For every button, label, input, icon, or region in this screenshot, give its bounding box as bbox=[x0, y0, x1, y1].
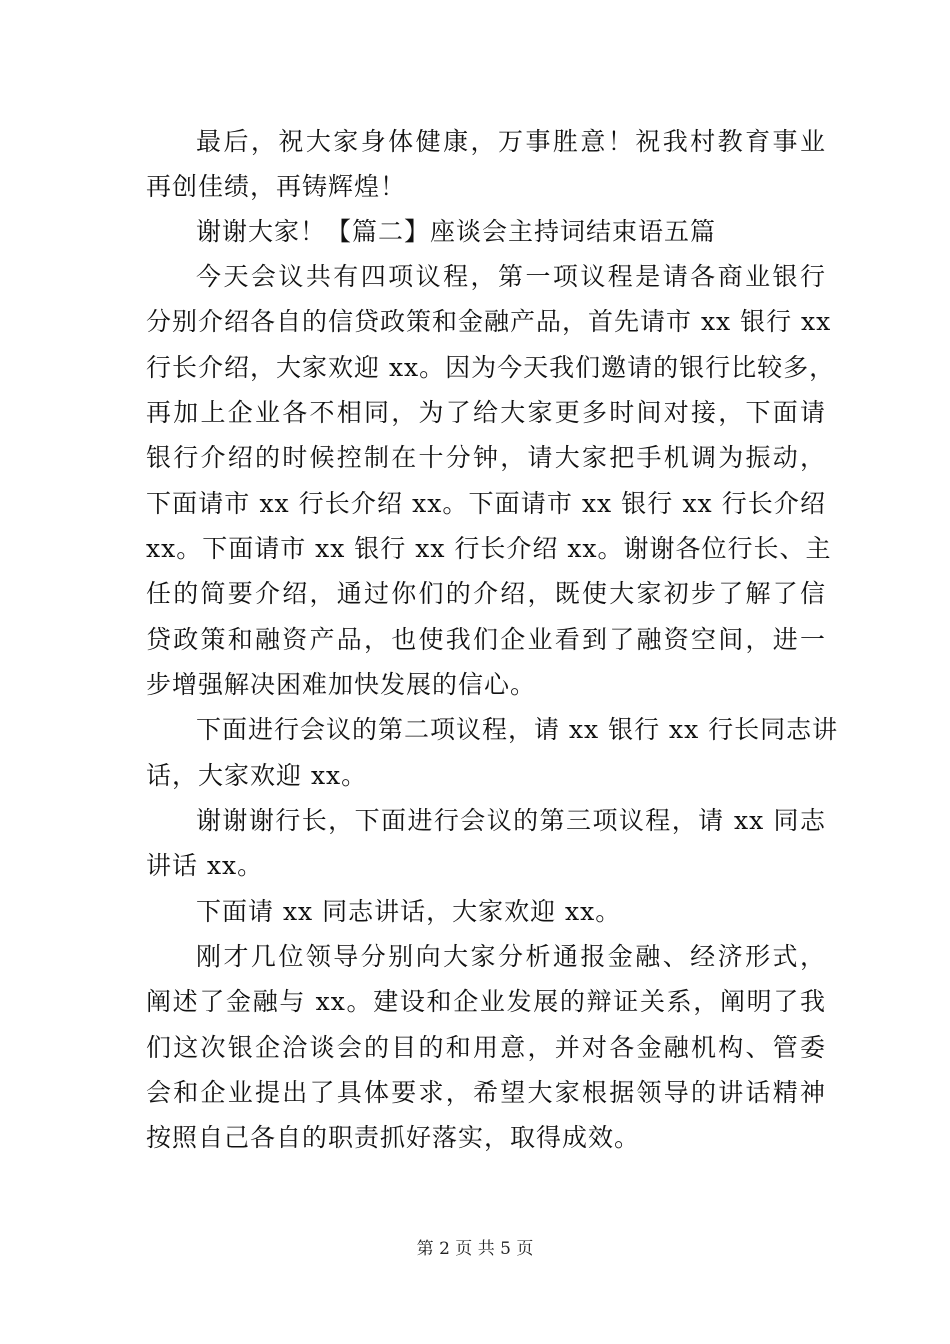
page-footer: 第 2 页 共 5 页 bbox=[416, 1239, 534, 1259]
text-line: 行长介绍，大家欢迎 xx。因为今天我们邀请的银行比较多， bbox=[146, 353, 836, 382]
text-line: 们这次银企洽谈会的目的和用意，并对各金融机构、管委 bbox=[146, 1033, 826, 1062]
text-line: 再创佳绩，再铸辉煌！ bbox=[146, 172, 407, 201]
text-line: 按照自己各自的职责抓好落实，取得成效。 bbox=[146, 1123, 641, 1152]
text-line: 讲话 xx。 bbox=[146, 851, 264, 880]
text-line: 分别介绍各自的信贷政策和金融产品，首先请市 xx 银行 xx bbox=[146, 307, 832, 336]
text-line: 话，大家欢迎 xx。 bbox=[146, 761, 368, 790]
text-line: 任的简要介绍，通过你们的介绍，既使大家初步了解了信 bbox=[146, 579, 826, 608]
text-line: 下面进行会议的第二项议程，请 xx 银行 xx 行长同志讲 bbox=[196, 715, 839, 744]
text-line: 再加上企业各不相同，为了给大家更多时间对接，下面请 bbox=[146, 398, 826, 427]
text-line: 银行介绍的时候控制在十分钟，请大家把手机调为振动， bbox=[146, 443, 826, 472]
text-line: 谢谢谢行长，下面进行会议的第三项议程，请 xx 同志 bbox=[196, 806, 826, 835]
text-line: 阐述了金融与 xx。建设和企业发展的辩证关系，阐明了我 bbox=[146, 987, 826, 1016]
text-line: 步增强解决困难加快发展的信心。 bbox=[146, 670, 537, 699]
text-line: 刚才几位领导分别向大家分析通报金融、经济形式， bbox=[196, 942, 826, 971]
text-line: 下面请市 xx 行长介绍 xx。下面请市 xx 银行 xx 行长介绍 bbox=[146, 489, 826, 518]
text-line: 今天会议共有四项议程，第一项议程是请各商业银行 bbox=[196, 262, 826, 291]
text-line: 贷政策和融资产品，也使我们企业看到了融资空间，进一 bbox=[146, 625, 826, 654]
text-line: 会和企业提出了具体要求，希望大家根据领导的讲话精神 bbox=[146, 1078, 826, 1107]
text-line: 最后，祝大家身体健康，万事胜意！祝我村教育事业 bbox=[196, 127, 826, 156]
text-line: xx。下面请市 xx 银行 xx 行长介绍 xx。谢谢各位行长、主 bbox=[146, 534, 832, 563]
text-line: 谢谢大家！【篇二】座谈会主持词结束语五篇 bbox=[196, 217, 717, 246]
text-line: 下面请 xx 同志讲话，大家欢迎 xx。 bbox=[196, 897, 622, 926]
